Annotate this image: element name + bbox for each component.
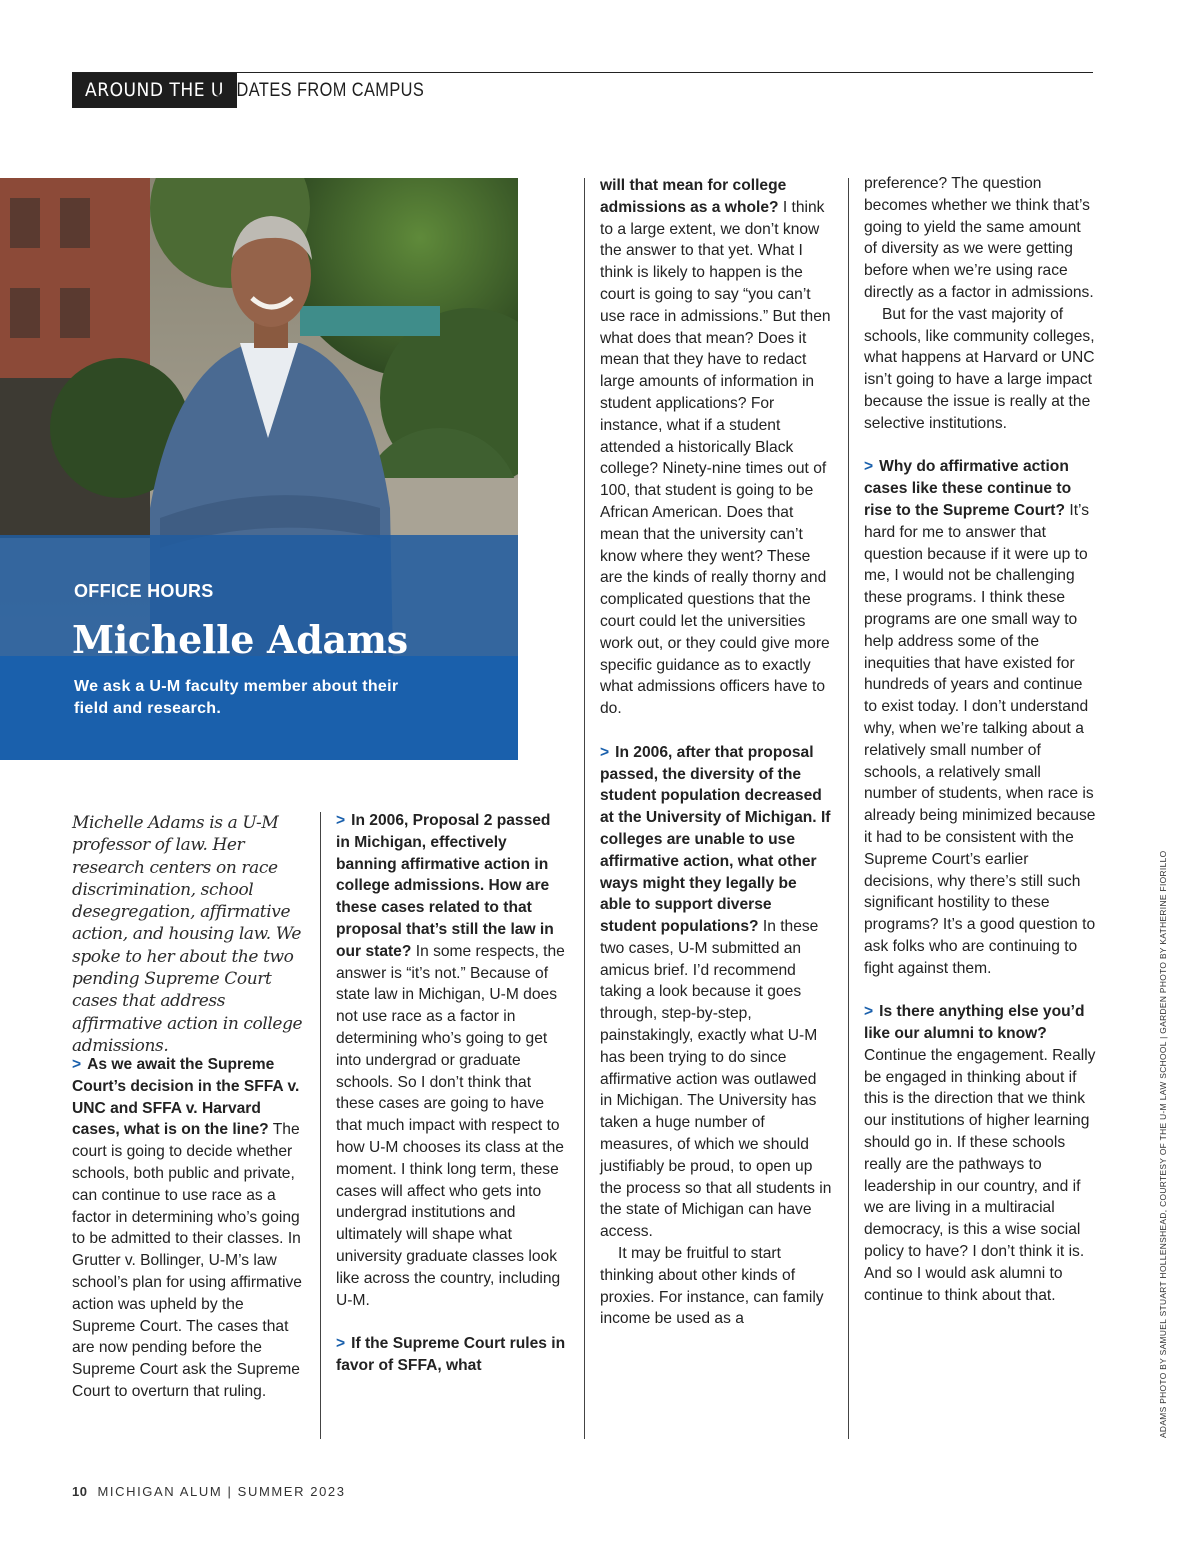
page-footer: [72, 1484, 346, 1499]
section-tag: AROUND THE U: [72, 73, 237, 108]
answer-paragraph: But for the vast majority of schools, like community colleges, what happens at Harvard or UNC isn’t going to have a large impact because the issue is really at the selective institutions.: [864, 305, 1095, 432]
answer-paragraph: It may be fruitful to start thinking about other kinds of proxies. For instance, can family income be used as a: [600, 1245, 824, 1328]
column-1: [72, 1054, 304, 1403]
qa-block-5: [864, 456, 1096, 979]
answer-paragraph-continued: preference? The question becomes whether we think that’s going to yield the same amount of diversity as we were getting before when we’re using race directly as a factor in admissions.: [864, 175, 1094, 301]
feature-name: Michelle Adams: [72, 617, 408, 662]
intro-paragraph: Michelle Adams is a U-M professor of law. Her research centers on race discrimination, school desegregation, affirmative action, and housing law. We spoke to her about the two pending Supreme Court cases that address affirmative action in college admissions.: [72, 813, 303, 1056]
question: As we await the Supreme Court’s decision in the SFFA v. UNC and SFFA v. Harvard cases, what is on the line?: [72, 1056, 300, 1139]
qa-block-4: [600, 742, 832, 1243]
qa-block-2: [336, 810, 568, 1311]
answer: Continue the engagement. Really be engaged in thinking about if this is the direction that we think our institutions of higher learning should go in. If these schools really are the pathways to leadership in our country, and if we are living in a multiracial democracy, is this a wise social policy to have? I don’t think it is. And so I would ask alumni to continue to think about that.: [864, 1046, 1096, 1304]
answer: It’s hard for me to answer that question because if it were up to me, I would not be challenging these programs. I think these programs are one small way to help address some of the inequities that have existed for hundreds of years and continue to exist today. I don’t understand why, when we’re talking about a relatively small number of schools, a relatively small number of students, when race is already being minimized because it had to be consistent with the Supreme Court’s earlier decisions, why there’s still such significant hostility to these programs? It’s a good question to ask folks who are continuing to fight against them.: [864, 501, 1096, 977]
question: If the Supreme Court rules in favor of SFFA, what: [336, 1335, 566, 1374]
question: Is there anything else you’d like our alumni to know?: [864, 1003, 1085, 1043]
qa-block-3-end: [600, 175, 832, 720]
arrow-icon: >: [864, 1003, 874, 1021]
arrow-icon: >: [600, 743, 610, 761]
feature-dek: We ask a U-M faculty member about their field and research.: [74, 678, 399, 717]
qa-block-6: [864, 1001, 1096, 1306]
column-divider: [320, 812, 321, 1439]
answer: In these two cases, U-M submitted an amicus brief. I’d recommend taking a look because it goes through, step-by-step, painstakingly, exactly what U-M has been trying to do since affirmative action was outlawed in Michigan. The University has taken a huge number of measures, of which we should justifiably be proud, to open up the process so that all students in the state of Michigan can have access.: [600, 918, 832, 1241]
answer: In some respects, the answer is “it’s not.” Because of state law in Michigan, U-M does not use race as a factor in determining who’s going to get into undergrad or graduate schools. So I don’t think that these cases are going to have that much impact with respect to how U-M chooses its class at the moment. I think long term, these cases will affect who gets into undergrad institutions and ultimately will shape what university graduate classes look like across the country, including U-M.: [336, 942, 565, 1309]
publication-name: MICHIGAN ALUM | SUMMER 2023: [97, 1484, 346, 1499]
feature-box: [0, 535, 518, 760]
answer: I think to a large extent, we don’t know the answer to that yet. What I think is likely to happen is the court is going to say “you can’t use race in admissions.” But then what does that mean? Does it mean that they have to redact large amounts of information in student applications? For instance, what if a student attended a historically Black college? Ninety-nine times out of 100, that student is going to be African American. Does that mean that the university can’t know where they went? These are the kinds of really thorny and complicated questions that the court could let the universities work out, or they could give more specific guidance as to exactly what admissions officers have to do.: [600, 198, 831, 718]
feature-eyebrow: OFFICE HOURS: [74, 581, 214, 601]
section-subtitle: UPDATES FROM CAMPUS: [213, 80, 425, 101]
question-continued: will that mean for college admissions as a whole?: [600, 177, 787, 216]
answer: The court is going to decide whether schools, both public and private, can continue to use race as a factor in determining who’s going to be admitted to their classes. In Grutter v. Bollinger, U-M’s law school’s plan for using affirmative action was upheld by the Supreme Court. The cases that are now pending before the Supreme Court ask the Supreme Court to overturn that ruling.: [72, 1121, 302, 1400]
qa-block-1: [72, 1054, 304, 1403]
question: In 2006, after that proposal passed, the diversity of the student population decreased at the University of Michigan. If colleges are unable to use affirmative action, what other ways might they legally be able to support diverse student populations?: [600, 743, 831, 936]
arrow-icon: >: [72, 1056, 82, 1073]
column-divider: [584, 178, 585, 1439]
photo-credit: ADAMS PHOTO BY SAMUEL STUART HOLLENSHEAD, COURTESY OF THE U-M LAW SCHOOL | GARDEN PHOTO BY KATHERINE FIORILLO: [1158, 850, 1168, 1438]
column-divider: [848, 178, 849, 1439]
arrow-icon: >: [336, 1335, 346, 1353]
arrow-icon: >: [336, 812, 346, 829]
page-number: 10: [72, 1484, 88, 1499]
arrow-icon: >: [864, 458, 874, 476]
question: In 2006, Proposal 2 passed in Michigan, effectively banning affirmative action in college admissions. How are these cases related to that proposal that’s still the law in our state?: [336, 812, 554, 960]
column-3: [600, 175, 832, 1330]
question: Why do affirmative action cases like these continue to rise to the Supreme Court?: [864, 458, 1072, 519]
qa-block-3-start: [336, 1333, 568, 1377]
column-4: [864, 173, 1096, 1306]
column-2: [336, 810, 568, 1377]
